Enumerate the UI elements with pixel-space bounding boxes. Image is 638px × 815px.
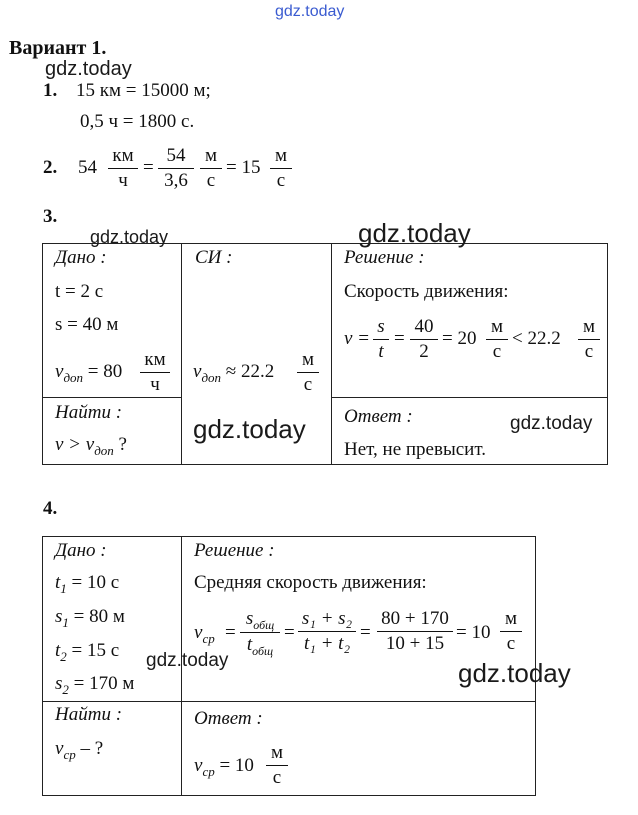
variant-heading: Вариант 1. xyxy=(9,37,107,59)
task-3-sol-fraction-4 xyxy=(578,316,600,363)
task-4-sol-fraction-3 xyxy=(377,608,453,655)
subscript: ср xyxy=(202,764,215,779)
task-4-sol-lead xyxy=(194,622,215,644)
var: s xyxy=(55,673,63,694)
value: = 170 м xyxy=(68,673,135,694)
subscript: 2 xyxy=(62,682,69,697)
fraction-denominator: ч xyxy=(150,374,160,395)
subscript: 1 xyxy=(60,581,67,596)
fraction-numerator: s₁ + s₂ xyxy=(301,608,353,629)
task-2-equals-1: = xyxy=(143,157,154,178)
task-4-sol-fraction-2 xyxy=(298,608,356,655)
task-3-solution-title: Решение : xyxy=(344,247,425,268)
task-3-sol-equals-2: = 20 xyxy=(442,328,477,349)
fraction-numerator: м xyxy=(301,349,315,370)
var-s: s xyxy=(245,608,254,629)
task-4-sol-fraction-1 xyxy=(240,608,280,657)
fraction-numerator: s xyxy=(377,316,385,337)
fraction-denominator: с xyxy=(276,170,286,191)
task-3-find-title: Найти : xyxy=(55,402,123,423)
fraction-denominator: с xyxy=(206,170,216,191)
fraction-bar xyxy=(500,631,522,632)
task-2-fraction-2 xyxy=(158,145,194,192)
task-4-number: 4. xyxy=(43,498,58,519)
task-4-solution-title: Решение : xyxy=(194,540,275,561)
task-4-sol-equals-3: = 10 xyxy=(456,622,491,643)
task-3-vdop xyxy=(55,361,122,383)
fraction-numerator: м xyxy=(270,742,284,763)
fraction-denominator: с xyxy=(506,633,516,654)
task-3-given-s: s = 40 м xyxy=(55,314,119,335)
fraction-denominator: 2 xyxy=(419,341,429,362)
task-3-answer-text: Нет, не превысит. xyxy=(344,439,486,460)
fraction-numerator: м xyxy=(504,608,518,629)
fraction-denominator: с xyxy=(492,341,502,362)
task-3-sol-equals-1: = xyxy=(394,328,405,349)
value: = 10 с xyxy=(66,572,120,593)
task-4-given-t2 xyxy=(55,640,119,662)
subscript: 1 xyxy=(62,615,69,630)
var-v: v xyxy=(194,755,203,776)
task-1-line-1: 15 км = 15000 м; xyxy=(76,80,211,101)
fraction-bar xyxy=(298,631,356,632)
task-4-answer-text xyxy=(194,755,254,777)
value: ≈ 22.2 xyxy=(225,361,275,382)
task-3-solution-text: Скорость движения: xyxy=(344,281,509,302)
fraction-bar xyxy=(200,168,222,169)
value: = 15 с xyxy=(66,640,120,661)
task-2-lead: 54 xyxy=(78,157,97,178)
task-2-fraction-1 xyxy=(108,145,138,192)
fraction-numerator: 40 xyxy=(414,316,434,337)
watermark: gdz.today xyxy=(458,658,571,688)
task-3-sol-lead: v = xyxy=(344,328,371,349)
fraction-numerator: м xyxy=(490,316,504,337)
fraction-bar xyxy=(578,339,600,340)
fraction-bar xyxy=(158,168,194,169)
value: = 10 xyxy=(214,755,254,776)
task-3-si-value xyxy=(193,361,274,383)
subscript: доп xyxy=(94,443,114,458)
var-v: v xyxy=(193,361,202,382)
task-4-answer-unit xyxy=(266,742,288,789)
var-t: t xyxy=(246,634,253,655)
question: – ? xyxy=(75,738,104,759)
fraction-bar xyxy=(410,339,438,340)
subscript: доп xyxy=(201,370,222,385)
task-2-fraction-3 xyxy=(200,145,222,192)
task-4-answer-title: Ответ : xyxy=(194,708,263,729)
task-1-line-2: 0,5 ч = 1800 с. xyxy=(80,111,195,132)
watermark-top: gdz.today xyxy=(275,3,345,20)
fraction-numerator: м xyxy=(582,316,596,337)
task-3-si-unit xyxy=(297,349,319,396)
var-v: v xyxy=(55,738,64,759)
task-4-solution-text: Средняя скорость движения: xyxy=(194,572,427,593)
task-3-sol-less-than: < 22.2 xyxy=(512,328,561,349)
var-v: v xyxy=(55,361,64,382)
fraction-denominator: ч xyxy=(118,170,128,191)
task-1-number: 1. xyxy=(43,80,58,101)
task-4-given-t1 xyxy=(55,572,119,594)
task-2-number: 2. xyxy=(43,157,58,178)
task-3-sol-fraction-1 xyxy=(373,316,389,363)
task-3-given-t: t = 2 с xyxy=(55,281,104,302)
fraction-denominator: с xyxy=(303,374,313,395)
var: t xyxy=(55,572,61,593)
subscript: общ xyxy=(252,644,274,658)
task-3-number: 3. xyxy=(43,206,58,227)
fraction-bar xyxy=(373,339,389,340)
fraction-numerator: км xyxy=(144,349,166,370)
subscript: ср xyxy=(202,631,215,646)
task-4-given-s1 xyxy=(55,606,125,628)
condition: v > v xyxy=(55,434,95,455)
fraction-numerator xyxy=(240,608,280,631)
watermark: gdz.today xyxy=(358,218,471,248)
fraction-bar xyxy=(140,372,170,373)
watermark: gdz.today xyxy=(193,414,306,444)
watermark: gdz.today xyxy=(146,650,229,671)
fraction-bar xyxy=(377,631,453,632)
fraction-numerator: м xyxy=(204,145,218,166)
value: = 80 м xyxy=(68,606,125,627)
subscript: ср xyxy=(63,747,76,762)
subscript: общ xyxy=(253,618,275,632)
fraction-numerator: 80 + 170 xyxy=(381,608,449,629)
fraction-bar xyxy=(240,632,280,633)
watermark: gdz.today xyxy=(90,227,169,247)
subscript: доп xyxy=(63,370,84,385)
fraction-bar xyxy=(108,168,138,169)
task-4-find-title: Найти : xyxy=(55,704,123,725)
task-3-sol-fraction-2 xyxy=(410,316,438,363)
watermark: gdz.today xyxy=(510,413,593,434)
fraction-denominator: с xyxy=(584,341,594,362)
fraction-numerator: м xyxy=(274,145,288,166)
task-4-sol-equals-0: = xyxy=(225,622,236,643)
fraction-denominator xyxy=(240,634,280,657)
fraction-bar xyxy=(486,339,508,340)
task-3-answer-title: Ответ : xyxy=(344,406,413,427)
subscript: 2 xyxy=(60,649,67,664)
task-2-equals-2: = 15 xyxy=(226,157,261,178)
task-3-sol-fraction-3 xyxy=(486,316,508,363)
var-v: v xyxy=(194,622,203,643)
value: = 80 xyxy=(87,361,123,382)
task-4-sol-equals-1: = xyxy=(284,622,295,643)
task-3-si-title: СИ : xyxy=(195,247,233,268)
task-2-fraction-4 xyxy=(270,145,292,192)
watermark: gdz.today xyxy=(45,58,132,80)
task-3-find-text xyxy=(55,434,127,456)
question: ? xyxy=(113,434,127,455)
task-4-sol-equals-2: = xyxy=(360,622,371,643)
fraction-denominator: t₁ + t₂ xyxy=(303,633,351,654)
fraction-denominator: 10 + 15 xyxy=(385,633,445,654)
task-4-given-s2 xyxy=(55,673,134,695)
var: t xyxy=(55,640,61,661)
fraction-bar xyxy=(266,765,288,766)
fraction-bar xyxy=(270,168,292,169)
task-4-sol-fraction-4 xyxy=(500,608,522,655)
fraction-denominator: t xyxy=(378,341,384,362)
task-3-vdop-unit xyxy=(140,349,170,396)
fraction-denominator: с xyxy=(272,767,282,788)
task-4-find-text xyxy=(55,738,103,760)
fraction-numerator: км xyxy=(112,145,134,166)
fraction-numerator: 54 xyxy=(166,145,186,166)
task-3-given-title: Дано : xyxy=(55,247,107,268)
task-4-given-title: Дано : xyxy=(55,540,107,561)
fraction-bar xyxy=(297,372,319,373)
fraction-denominator: 3,6 xyxy=(164,170,188,191)
var: s xyxy=(55,606,63,627)
